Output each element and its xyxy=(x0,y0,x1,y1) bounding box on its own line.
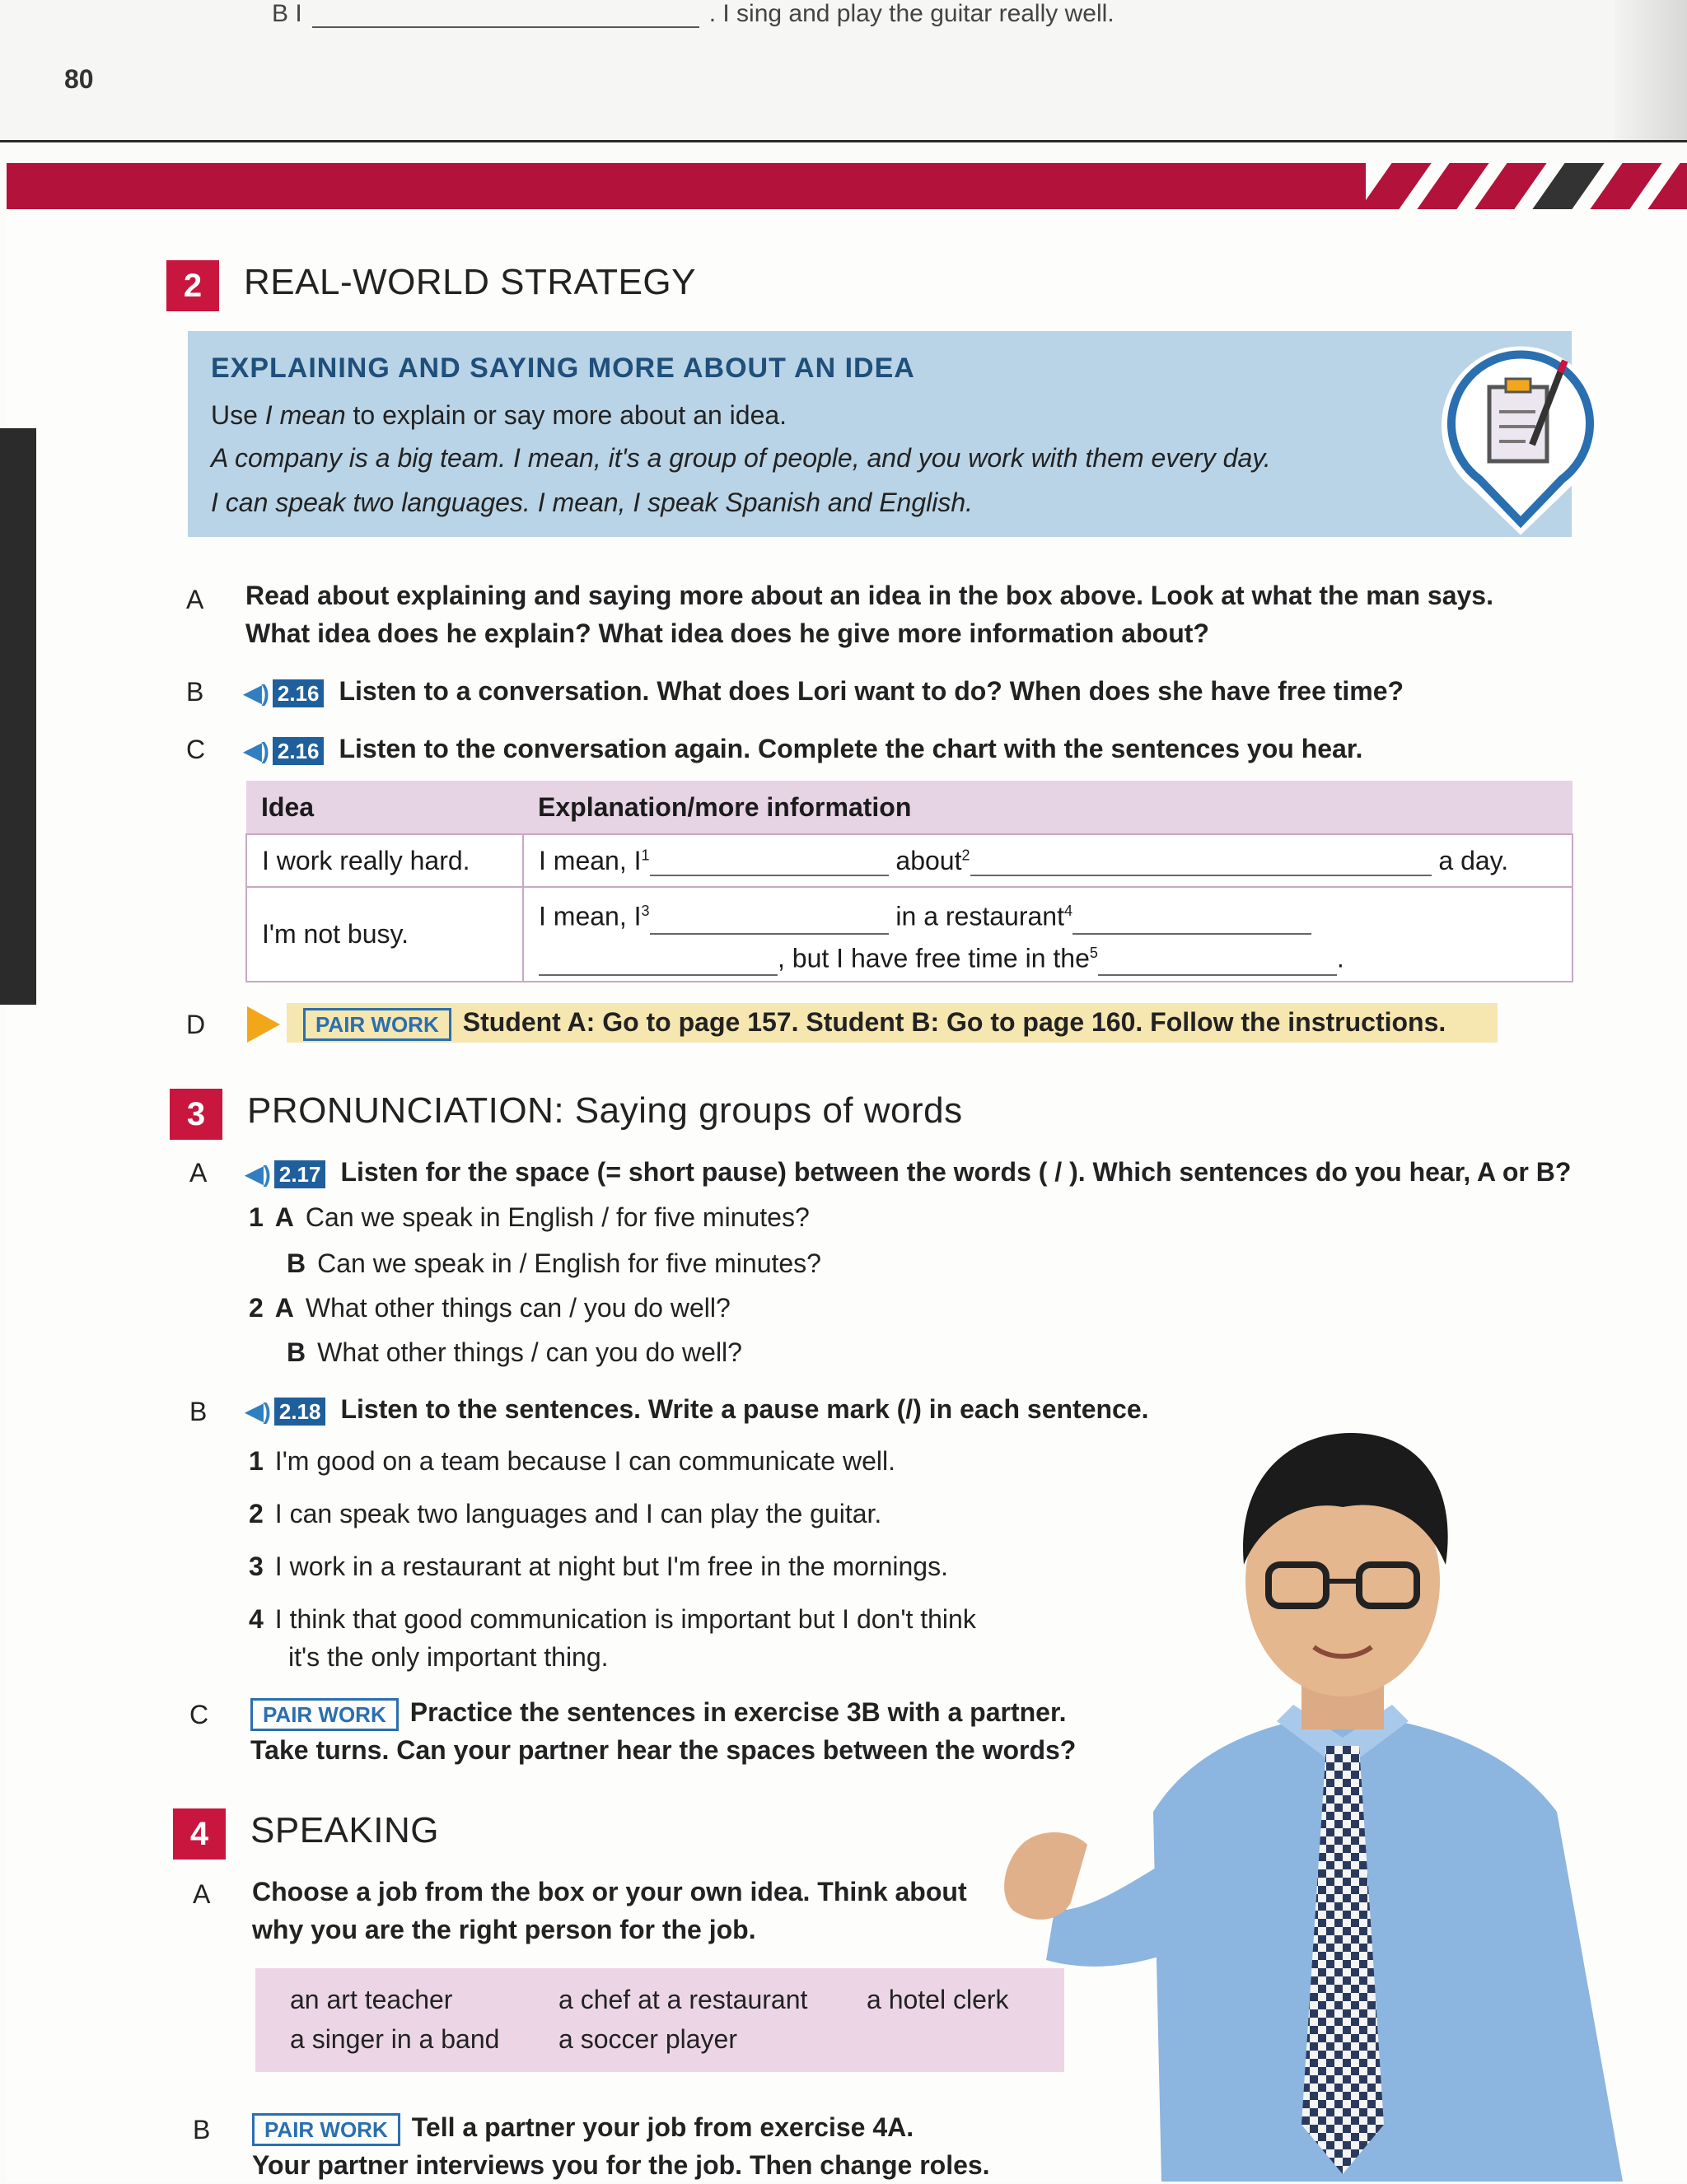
chart-header: Explanation/more information xyxy=(523,781,1573,834)
exercise-3c-instruction: PAIR WORK Practice the sentences in exercise 3B with a partner. Take turns. Can your partner hear the spaces between the words? xyxy=(250,1697,1077,1765)
pair-work-label: PAIR WORK xyxy=(252,2113,400,2146)
strategy-rule: Use I mean to explain or say more about an idea. xyxy=(211,400,787,430)
job-option: a chef at a restaurant xyxy=(558,1985,808,2014)
exercise-3b-instruction: ◀) 2.18 Listen to the sentences. Write a pause mark (/) in each sentence. xyxy=(245,1390,1149,1430)
exercise-letter: C xyxy=(186,735,206,764)
page-number: 80 xyxy=(64,64,94,94)
strategy-example-1: A company is a big team. I mean, it's a group of people, and you work with them every day. xyxy=(211,443,1271,473)
section-number: 2 xyxy=(166,260,219,311)
list-item: 1 I'm good on a team because I can communicate well. xyxy=(249,1446,895,1476)
exercise-letter: B xyxy=(189,1397,208,1426)
strategy-example-2: I can speak two languages. I mean, I speak Spanish and English. xyxy=(211,488,974,517)
section-number: 3 xyxy=(170,1089,222,1140)
job-option: a soccer player xyxy=(558,2024,737,2054)
speaker-icon: ◀) xyxy=(244,679,269,706)
table-row xyxy=(246,834,1573,887)
audio-track[interactable]: ◀) 2.16 xyxy=(244,674,324,712)
exercise-4a-instruction: Choose a job from the box or your own idea. Think about why you are the right person for the job. xyxy=(252,1877,967,1944)
play-arrow-icon xyxy=(247,1006,280,1043)
man-photo xyxy=(997,1384,1672,2182)
chart-header-row xyxy=(246,781,1573,834)
answer-blank[interactable] xyxy=(970,850,1432,876)
completion-chart xyxy=(245,781,1573,982)
prev-line-suffix: . I sing and play the guitar really well. xyxy=(708,0,1115,27)
chart-idea: I'm not busy. xyxy=(246,887,523,982)
section-number: 4 xyxy=(173,1808,226,1860)
chart-explanation: I mean, $I^3$ in a restaurant$^4$ , but I have free time in the$^5$ . xyxy=(523,887,1573,982)
exercise-2c-instruction: ◀) 2.16 Listen to the conversation again. Complete the chart with the sentences you hear. xyxy=(244,730,1362,770)
job-option: an art teacher xyxy=(290,1985,453,2014)
jobs-box xyxy=(255,1968,1064,2072)
job-option: a singer in a band xyxy=(290,2024,500,2054)
clipboard-icon xyxy=(1440,339,1601,537)
speaker-icon: ◀) xyxy=(245,1160,271,1187)
exercise-letter: D xyxy=(186,1010,206,1039)
exercise-letter: A xyxy=(189,1158,208,1188)
list-item: 2 I can speak two languages and I can play the guitar. xyxy=(249,1499,882,1528)
chart-header: Idea xyxy=(246,781,523,834)
exercise-letter: A xyxy=(193,1879,211,1909)
answer-blank[interactable] xyxy=(539,950,778,976)
pair-work-label: PAIR WORK xyxy=(303,1008,451,1041)
section-title: REAL-WORLD STRATEGY xyxy=(244,262,696,302)
exercise-3a-instruction: ◀) 2.17 Listen for the space (= short pause) between the words ( / ). Which sentences do you hear, A or B? xyxy=(245,1153,1571,1193)
list-item-continuation: it's the only important thing. xyxy=(288,1642,609,1672)
pair-work-label: PAIR WORK xyxy=(250,1698,399,1731)
speaker-icon: ◀) xyxy=(244,737,269,763)
exercise-4b-instruction: PAIR WORK Tell a partner your job from exercise 4A. Your partner interviews you for the job. Then change roles. xyxy=(252,2112,990,2180)
prev-line-prefix: B I xyxy=(272,0,302,27)
exercise-letter: C xyxy=(189,1700,209,1729)
list-item: B What other things / can you do well? xyxy=(287,1337,742,1367)
speaker-icon: ◀) xyxy=(245,1398,271,1424)
audio-track[interactable]: ◀) 2.16 xyxy=(244,732,324,770)
exercise-2b-instruction: ◀) 2.16 Listen to a conversation. What does Lori want to do? When does she have free time? xyxy=(244,672,1404,712)
header-stripes xyxy=(1351,163,1687,209)
section-title: SPEAKING xyxy=(250,1810,439,1850)
audio-track[interactable]: ◀) 2.17 xyxy=(245,1155,325,1193)
list-item: 3 I work in a restaurant at night but I'm free in the mornings. xyxy=(249,1552,948,1581)
exercise-2a-instruction: Read about explaining and saying more about an idea in the box above. Look at what the man says. What idea does he explain? What idea does he give more information about? xyxy=(245,581,1493,648)
section-title: PRONUNCIATION: Saying groups of words xyxy=(247,1090,963,1131)
exercise-letter: B xyxy=(193,2115,211,2144)
exercise-2d-instruction: PAIR WORK Student A: Go to page 157. Student B: Go to page 160. Follow the instructions. xyxy=(303,1003,1446,1041)
table-row xyxy=(246,887,1573,982)
page-fold xyxy=(1615,0,1687,140)
list-item: 1 A Can we speak in English / for five minutes? xyxy=(249,1202,810,1232)
answer-blank[interactable] xyxy=(650,850,889,876)
strategy-heading: EXPLAINING AND SAYING MORE ABOUT AN IDEA xyxy=(211,352,915,384)
exercise-letter: B xyxy=(186,677,204,707)
job-option: a hotel clerk xyxy=(867,1985,1009,2014)
answer-blank[interactable] xyxy=(1072,908,1311,935)
list-item: 4 I think that good communication is important but I don't think xyxy=(249,1604,976,1634)
audio-track[interactable]: ◀) 2.18 xyxy=(245,1393,325,1430)
list-item: B Can we speak in / English for five minutes? xyxy=(287,1248,821,1278)
chart-idea: I work really hard. xyxy=(246,834,523,887)
answer-blank[interactable] xyxy=(650,908,889,935)
chart-explanation: I mean, $I^1$ about$^2$ a day. xyxy=(523,834,1573,887)
header-bar xyxy=(7,163,1366,209)
book-edge xyxy=(0,428,36,1005)
list-item: 2 A What other things can / you do well? xyxy=(249,1293,731,1323)
answer-blank[interactable] xyxy=(1098,950,1337,976)
answer-blank xyxy=(312,2,699,28)
exercise-letter: A xyxy=(186,585,204,614)
previous-page-line xyxy=(272,0,1115,28)
